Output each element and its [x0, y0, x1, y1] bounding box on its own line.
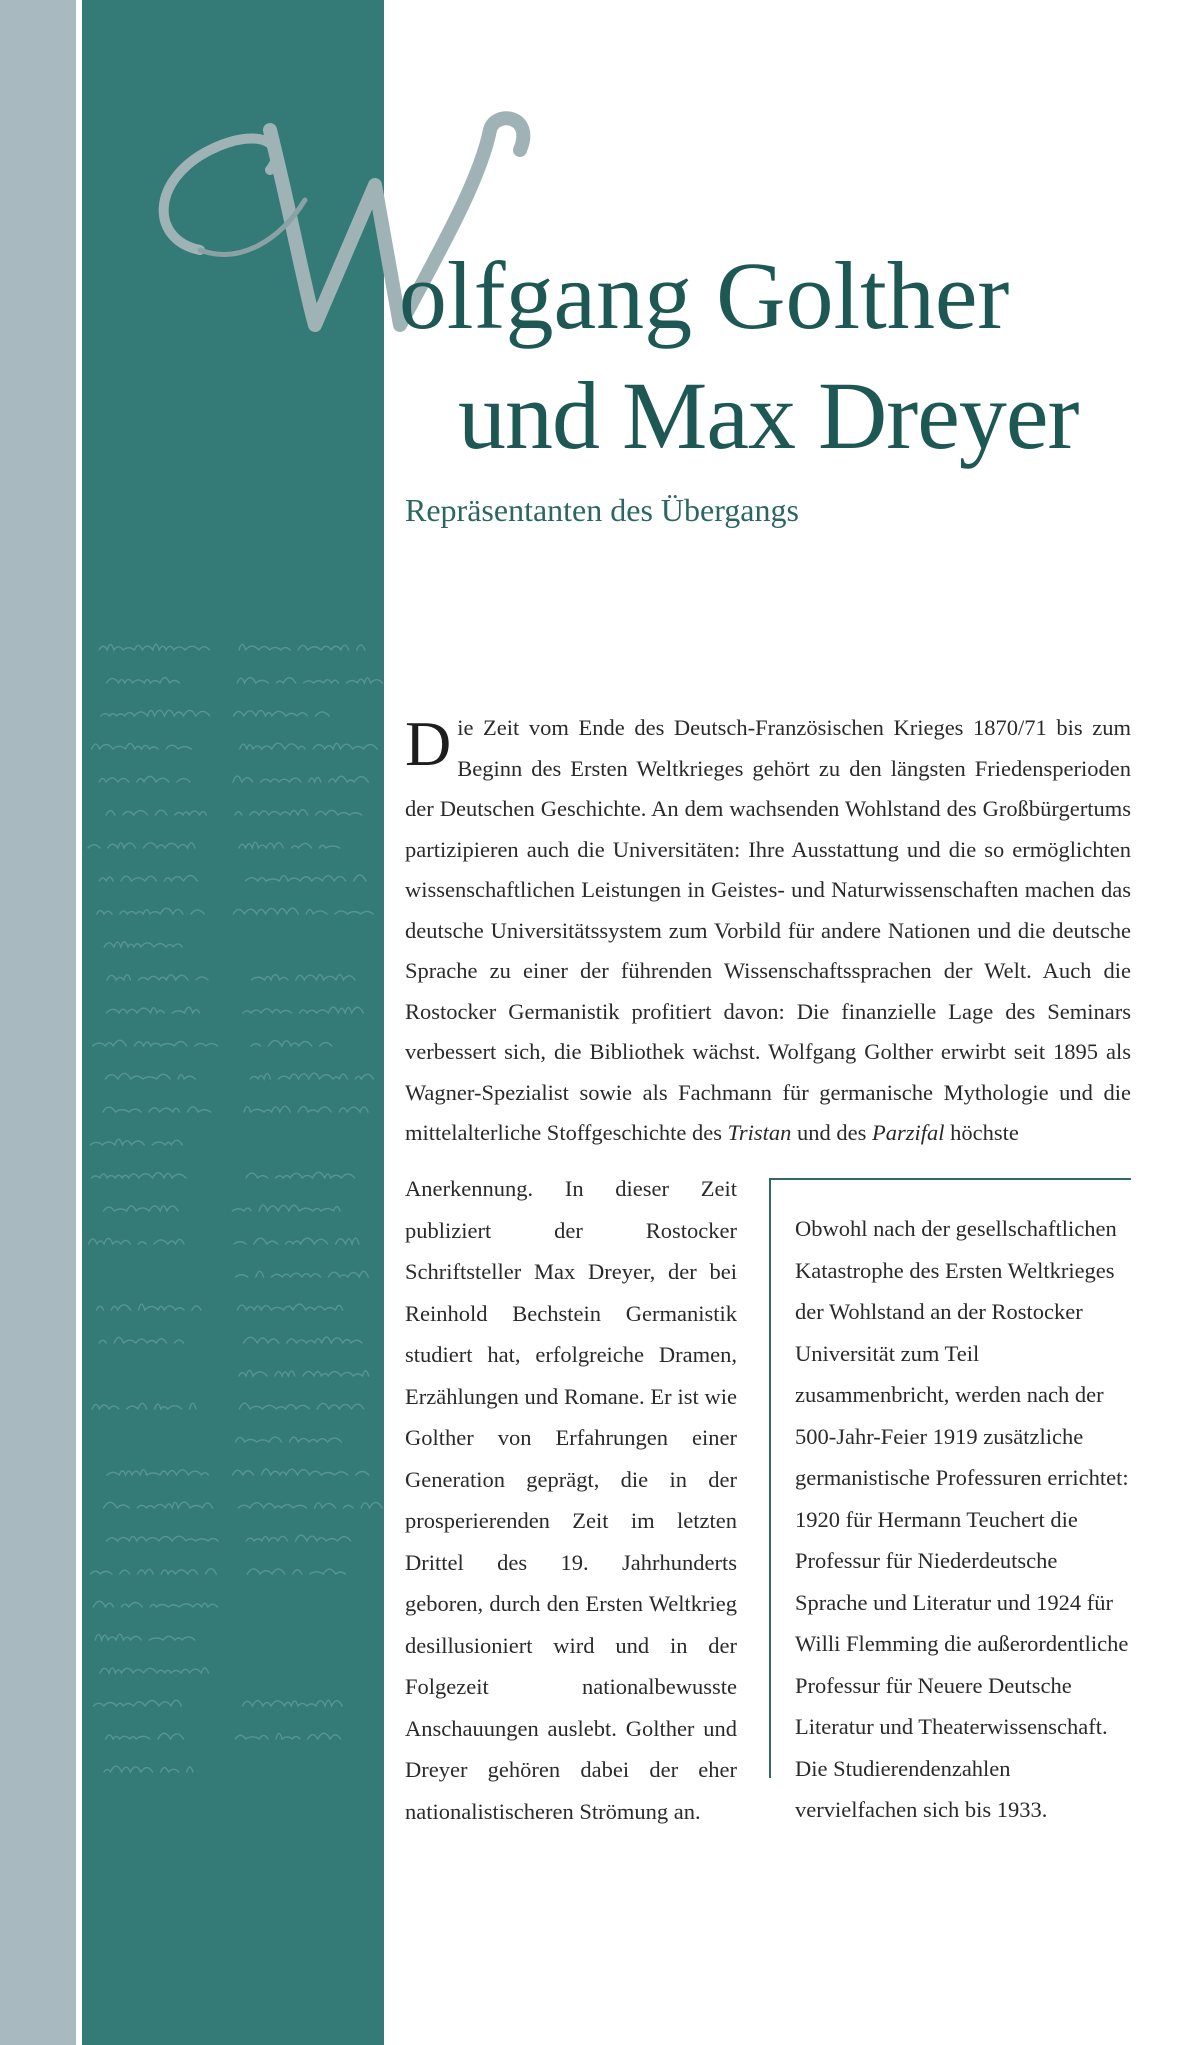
handwriting-stroke: [104, 1766, 193, 1772]
handwriting-stroke: [88, 843, 195, 848]
right-column-text: Obwohl nach der gesellschaftlichen Katastrophe des Ersten Weltkrieges der Wohlstand an der Rostocker Universität zum Teil zusammenbricht, werden nach der 500-Jahr-Feier 1919 zusätzliche germanistische Professuren errichtet: 1920 für Hermann Teuchert die Professur für Niederdeutsche Sprache und Literatur und 1924 für Willi Flemming die außerordentliche Professur für Neuere Deutsche Literatur und Theaterwissenschaft. Die Studierendenzahlen vervielfachen sich bis 1933.: [795, 1216, 1129, 1822]
intro-text-2: und des: [791, 1120, 873, 1145]
handwriting-stroke: [243, 1007, 363, 1013]
handwriting-stroke: [251, 975, 363, 980]
handwriting-stroke: [99, 644, 209, 650]
handwriting-stroke: [92, 1173, 186, 1178]
handwriting-stroke: [107, 975, 208, 980]
handwriting-stroke: [244, 1106, 368, 1112]
handwriting-stroke: [251, 1041, 340, 1047]
title-line-1: [380, 242, 1010, 349]
handwriting-stroke: [94, 1700, 182, 1706]
right-column-box: [769, 1178, 1131, 1822]
handwriting-stroke: [95, 1634, 202, 1640]
intro-text-3: höchste: [944, 1120, 1019, 1145]
handwriting-stroke: [104, 1206, 179, 1211]
handwriting-stroke: [236, 1437, 350, 1442]
handwriting-stroke: [104, 942, 182, 947]
handwriting-stroke: [101, 710, 210, 716]
drop-cap: D: [405, 708, 452, 779]
handwriting-stroke: [107, 1470, 216, 1475]
handwriting-stroke: [237, 1304, 342, 1310]
handwriting-stroke: [93, 1601, 217, 1607]
handwriting-stroke: [106, 810, 214, 815]
handwriting-stroke: [232, 1205, 340, 1211]
handwriting-stroke: [246, 1172, 363, 1178]
handwriting-stroke: [250, 1073, 373, 1079]
handwriting-stroke: [235, 810, 362, 815]
handwriting-stroke: [233, 908, 381, 914]
handwriting-stroke: [99, 776, 190, 782]
title-line-1-text: olfgang Golther: [398, 242, 1010, 349]
handwriting-stroke: [247, 1569, 345, 1574]
handwriting-stroke: [91, 1569, 217, 1574]
handwriting-stroke: [242, 1700, 342, 1706]
intro-text-1: ie Zeit vom Ende des Deutsch-Französischen Krieges 1870/71 bis zum Beginn des Ersten Weltkrieges gehört zu den längsten Friedensperioden der Deutschen Geschichte. An dem wachsenden Wohlstand des Großbürgertums partizipieren auch die Universitäten: Ihre Ausstattung und die so ermöglichten wissenschaftlichen Leistungen in Geistes- und Naturwissenschaften machen das deutsche Universitätssystem zum Vorbild für andere Nationen und die deutsche Sprache zu einer der führenden Wissenschaftssprachen der Welt. Auch die Rostocker Germanistik profitiert davon: Die finanzielle Lage des Seminars verbessert sich, die Bibliothek wächst. Wolfgang Golther erwirbt seit 1895 als Wagner-Spezialist sowie als Fachmann für germanische Mythologie und die mittelalterliche Stoffgeschichte des: [405, 715, 1131, 1145]
handwriting-stroke: [107, 678, 180, 684]
handwriting-stroke: [104, 1502, 213, 1508]
handwriting-stroke: [97, 908, 204, 914]
handwriting-stroke: [103, 1107, 211, 1112]
handwriting-stroke: [246, 875, 375, 881]
title-initial: [380, 311, 399, 333]
handwriting-stroke: [90, 1139, 182, 1145]
handwriting-stroke: [92, 1403, 196, 1409]
handwriting-stroke: [92, 743, 192, 749]
left-column-text: Anerkennung. In dieser Zeit publiziert der Rostocker Schriftsteller Max Dreyer, der bei Reinhold Bechstein Germanistik studiert hat, erfolgreiche Dramen, Erzählungen und Romane. Er ist wie Golther von Erfahrungen einer Generation geprägt, die in der prosperierenden Zeit im letzten Drittel des 19. Jahrhunderts geboren, durch den Ersten Weltkrieg desillusioniert wird und in der Folgezeit nationalbewusste Anschauungen auslebt. Golther und Dreyer gehören dabei der eher nationalistischeren Strömung an.: [405, 1176, 737, 1824]
handwriting-stroke: [107, 1007, 200, 1013]
handwriting-stroke: [100, 1668, 208, 1673]
handwriting-stroke: [235, 1733, 348, 1739]
handwriting-stroke: [236, 1271, 369, 1277]
handwriting-stroke: [238, 1502, 384, 1508]
grey-side-stripe: [0, 0, 76, 2045]
handwriting-stroke: [233, 1469, 369, 1475]
handwriting-stroke: [243, 1337, 362, 1343]
handwriting-stroke: [89, 1238, 184, 1244]
italic-parzifal: Parzifal: [872, 1120, 945, 1145]
handwriting-stroke: [239, 644, 365, 650]
title-line-2: und Max Dreyer: [458, 362, 1079, 469]
handwriting-stroke: [239, 1403, 363, 1409]
intro-paragraph: [405, 708, 1131, 1154]
handwriting-stroke: [93, 1040, 218, 1046]
handwriting-stroke: [105, 1073, 195, 1079]
handwriting-stroke: [239, 1370, 369, 1376]
handwriting-stroke: [246, 1535, 351, 1541]
handwriting-stroke: [106, 1733, 192, 1739]
handwriting-stroke: [97, 1304, 201, 1310]
handwriting-stroke: [237, 678, 382, 684]
handwriting-stroke: [99, 1337, 183, 1343]
handwriting-stroke: [107, 1536, 226, 1541]
handwriting-stroke: [234, 710, 338, 716]
handwriting-stroke: [240, 743, 377, 749]
handwriting-stroke: [234, 1238, 359, 1244]
handwritten-manuscript-background: [82, 630, 384, 1810]
handwriting-stroke: [239, 842, 348, 848]
handwriting-stroke: [233, 776, 368, 782]
italic-tristan: Tristan: [727, 1120, 792, 1145]
handwriting-stroke: [99, 875, 197, 881]
subtitle: Repräsentanten des Übergangs: [405, 492, 799, 528]
